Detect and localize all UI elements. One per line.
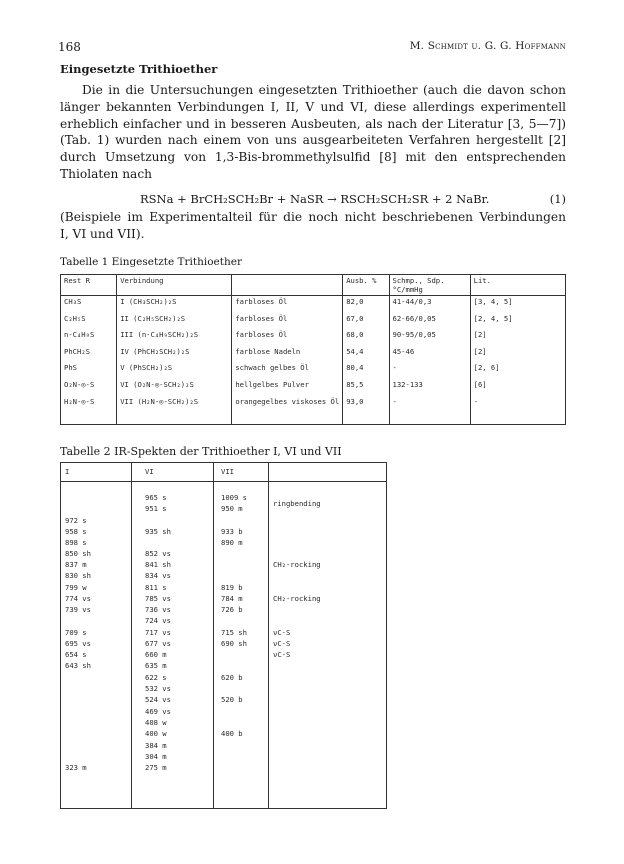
table-cell: n-C₄H₉S (61, 329, 117, 346)
text-line: Thiolaten nach (60, 166, 153, 181)
table-cell: 717 vs (145, 628, 171, 637)
table-cell: 690 sh (221, 639, 247, 648)
reaction-equation: RSNa + BrCH₂SCH₂Br + NaSR → RSCH₂SCH₂SR + 2 NaBr. (140, 192, 490, 206)
text-line: I, VI und VII). (60, 226, 145, 241)
table-cell: 80,4 (343, 362, 389, 379)
table-cell: 834 vs (145, 571, 171, 580)
table-cell: IV (PhCH₂SCH₂)₂S (117, 346, 232, 363)
table-cell: 45-46 (389, 346, 470, 363)
table2-header: VII (221, 467, 234, 476)
table-cell: 90-95/0,05 (389, 329, 470, 346)
table-cell: CH₂-rocking (273, 560, 321, 569)
column-divider (131, 463, 132, 808)
table-cell: 819 b (221, 583, 243, 592)
table-cell: 837 m (65, 560, 87, 569)
table-cell: 654 s (65, 650, 87, 659)
table1 (60, 274, 566, 425)
table-cell: O₂N-◎-S (61, 379, 117, 396)
table1-header: Verbindung (117, 275, 232, 296)
table-cell: 400 b (221, 729, 243, 738)
table-cell: 643 sh (65, 661, 91, 670)
running-authors: M. Schmidt u. G. G. Hoffmann (409, 40, 566, 52)
table-cell: 660 m (145, 650, 167, 659)
table-row (61, 346, 566, 363)
table-cell: 726 b (221, 605, 243, 614)
table-cell: schwach gelbes Öl (232, 362, 343, 379)
page-number: 168 (58, 40, 81, 54)
table-cell: 784 m (221, 594, 243, 603)
table-cell: [6] (470, 379, 565, 396)
table-row (61, 396, 566, 425)
table-cell: 677 vs (145, 639, 171, 648)
table-cell: CH₂-rocking (273, 594, 321, 603)
table-cell: 736 vs (145, 605, 171, 614)
table-cell: 304 m (145, 752, 167, 761)
table2-caption: Tabelle 2 IR-Spekten der Trithioether I, VI und VII (60, 445, 342, 458)
table2 (60, 462, 387, 809)
paragraph-examples (60, 209, 566, 243)
table-cell: 524 vs (145, 695, 171, 704)
table2-header: VI (145, 467, 154, 476)
table-cell: 950 m (221, 504, 243, 513)
table1-header: Lit. (470, 275, 565, 296)
table-cell: orangegelbes viskoses Öl (232, 396, 343, 425)
table-cell: [3, 4, 5] (470, 296, 565, 313)
table-cell: 933 b (221, 527, 243, 536)
text-line: (Tab. 1) wurden nach einem von uns ausgearbeiteten Verfahren hergestellt [2] (60, 133, 566, 148)
table-cell: 774 vs (65, 594, 91, 603)
table-cell: - (389, 396, 470, 425)
table-row (61, 329, 566, 346)
table-cell: 400 w (145, 729, 167, 738)
section-heading: Eingesetzte Trithioether (60, 62, 218, 76)
table-cell: 1009 s (221, 493, 247, 502)
table-cell: 841 sh (145, 560, 171, 569)
table-cell: - (389, 362, 470, 379)
table-cell: 82,0 (343, 296, 389, 313)
text-line: Die in die Untersuchungen eingesetzten Trithioether (auch die davon schon (82, 83, 566, 97)
text-line: (Beispiele im Experimentalteil für die noch nicht beschriebenen Verbindungen (60, 210, 566, 224)
text-line: durch Umsetzung von 1,3-Bis-brommethylsulfid [8] mit den entsprechenden (60, 150, 566, 165)
table-cell: 622 s (145, 673, 167, 682)
table-cell: νC-S (273, 650, 291, 659)
table-cell: νC-S (273, 639, 291, 648)
table-cell: V (PhSCH₂)₂S (117, 362, 232, 379)
table-cell: I (CH₃SCH₂)₂S (117, 296, 232, 313)
table2-header: I (65, 467, 70, 476)
column-divider (213, 463, 214, 808)
table-cell: farbloses Öl (232, 296, 343, 313)
table1-header: Schmp., Sdp. °C/mmHg (389, 275, 470, 296)
table-cell: II (C₂H₅SCH₂)₂S (117, 313, 232, 330)
table-cell: [2] (470, 346, 565, 363)
table-cell: 408 w (145, 718, 167, 727)
table-cell: VI (O₂N-◎-SCH₂)₂S (117, 379, 232, 396)
table-cell: 93,0 (343, 396, 389, 425)
table1-header: Rest R (61, 275, 117, 296)
table-cell: 635 m (145, 661, 167, 670)
table-cell: 68,0 (343, 329, 389, 346)
table-row (61, 362, 566, 379)
text-line: länger bekannten Verbindungen I, II, V und VI, diese allerdings experimentell (60, 99, 566, 114)
table-cell: 739 vs (65, 605, 91, 614)
table-cell: 85,5 (343, 379, 389, 396)
table-cell: νC-S (273, 628, 291, 637)
table-cell: farblose Nadeln (232, 346, 343, 363)
table-cell: 830 sh (65, 571, 91, 580)
table-cell: C₂H₅S (61, 313, 117, 330)
table1-caption: Tabelle 1 Eingesetzte Trithioether (60, 256, 242, 268)
table1-header: Ausb. % (343, 275, 389, 296)
table-cell: 799 w (65, 583, 87, 592)
text-line: erheblich einfacher und in besseren Ausbeuten, als nach der Literatur [3, 5—7]) (60, 116, 566, 131)
table-cell: 715 sh (221, 628, 247, 637)
table-cell: III (n-C₄H₉SCH₂)₂S (117, 329, 232, 346)
table-cell: 898 s (65, 538, 87, 547)
table-cell: 520 b (221, 695, 243, 704)
table-cell: farbloses Öl (232, 329, 343, 346)
table-cell: [2] (470, 329, 565, 346)
table-cell: farbloses Öl (232, 313, 343, 330)
table-cell: 67,0 (343, 313, 389, 330)
table-cell: 695 vs (65, 639, 91, 648)
table-cell: 890 m (221, 538, 243, 547)
table-cell: 935 sh (145, 527, 171, 536)
equation-number: (1) (549, 192, 566, 206)
table-row (61, 313, 566, 330)
table-cell: H₂N-◎-S (61, 396, 117, 425)
table-cell: 469 vs (145, 707, 171, 716)
table-row (61, 296, 566, 313)
table-cell: 323 m (65, 763, 87, 772)
table-cell: hellgelbes Pulver (232, 379, 343, 396)
table-row (61, 379, 566, 396)
table-cell: 62-66/0,05 (389, 313, 470, 330)
table-cell: PhS (61, 362, 117, 379)
table-cell: 41-44/0,3 (389, 296, 470, 313)
table-cell: 972 s (65, 516, 87, 525)
table-cell: 850 sh (65, 549, 91, 558)
table-cell: - (470, 396, 565, 425)
table-cell: ringbending (273, 499, 321, 508)
paragraph-intro (60, 82, 566, 183)
table-cell: 532 vs (145, 684, 171, 693)
table-cell: 384 m (145, 741, 167, 750)
table-cell: 620 b (221, 673, 243, 682)
table-cell: CH₃S (61, 296, 117, 313)
page-header (58, 40, 566, 56)
table-cell: 709 s (65, 628, 87, 637)
table-cell: 951 s (145, 504, 167, 513)
table-cell: 54,4 (343, 346, 389, 363)
table-cell: [2, 6] (470, 362, 565, 379)
table-cell: VII (H₂N-◎-SCH₂)₂S (117, 396, 232, 425)
table-cell: 132-133 (389, 379, 470, 396)
table-cell: 811 s (145, 583, 167, 592)
table-cell: 965 s (145, 493, 167, 502)
table-cell: 785 vs (145, 594, 171, 603)
table-cell: 852 vs (145, 549, 171, 558)
table-cell: 724 vs (145, 616, 171, 625)
column-divider (268, 463, 269, 808)
table1-header (232, 275, 343, 296)
table-cell: 275 m (145, 763, 167, 772)
table-cell: 958 s (65, 527, 87, 536)
table-cell: PhCH₂S (61, 346, 117, 363)
table-cell: [2, 4, 5] (470, 313, 565, 330)
